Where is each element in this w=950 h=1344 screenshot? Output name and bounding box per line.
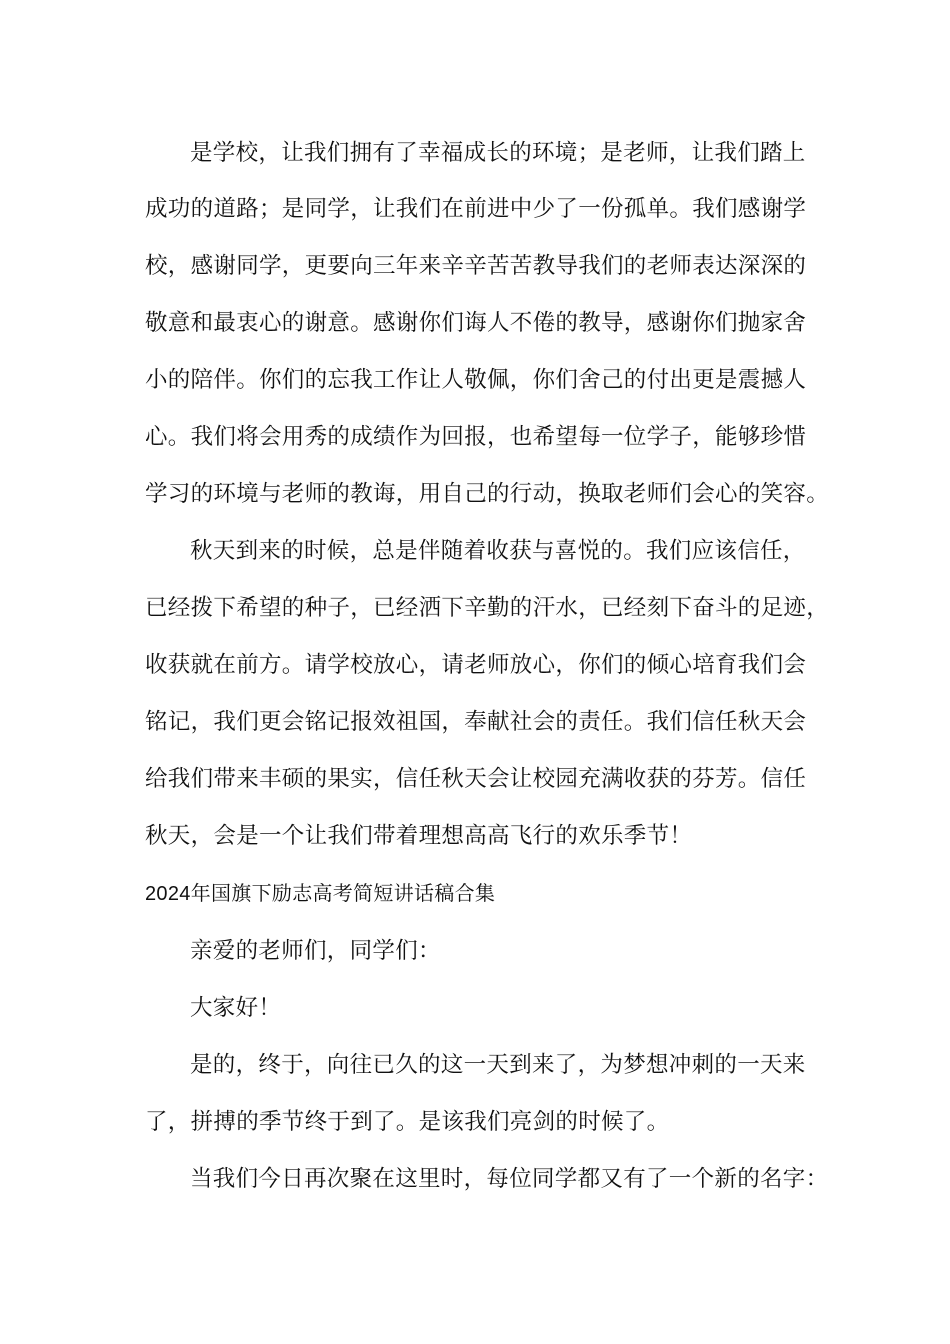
paragraph-line: 当我们今日再次聚在这里时，每位同学都又有了一个新的名字： xyxy=(190,1166,829,1192)
salutation: 亲爱的老师们，同学们： xyxy=(190,938,441,964)
paragraph-line: 秋天到来的时候，总是伴随着收获与喜悦的。我们应该信任， xyxy=(190,538,806,564)
paragraph-line: 是的，终于，向往已久的这一天到来了，为梦想冲刺的一天来 xyxy=(190,1052,806,1078)
paragraph-line: 已经拨下希望的种子，已经洒下辛勤的汗水，已经刻下奋斗的足迹， xyxy=(145,595,830,621)
paragraph-line: 心。我们将会用秀的成绩作为回报，也希望每一位学子，能够珍惜 xyxy=(145,424,807,450)
paragraph-line: 敬意和最衷心的谢意。感谢你们诲人不倦的教导，感谢你们抛家舍 xyxy=(145,310,807,336)
paragraph-line: 给我们带来丰硕的果实，信任秋天会让校园充满收获的芬芳。信任 xyxy=(145,766,807,792)
paragraph-line: 秋天，会是一个让我们带着理想高高飞行的欢乐季节！ xyxy=(145,823,693,849)
paragraph-line: 收获就在前方。请学校放心，请老师放心，你们的倾心培育我们会 xyxy=(145,652,807,678)
paragraph-line: 是学校，让我们拥有了幸福成长的环境；是老师，让我们踏上 xyxy=(190,140,806,166)
section-title: 2024年国旗下励志高考简短讲话稿合集 xyxy=(145,883,496,905)
paragraph-line: 铭记，我们更会铭记报效祖国，奉献社会的责任。我们信任秋天会 xyxy=(145,709,807,735)
paragraph-line: 小的陪伴。你们的忘我工作让人敬佩，你们舍己的付出更是震撼人 xyxy=(145,367,807,393)
paragraph-line: 校，感谢同学，更要向三年来辛辛苦苦教导我们的老师表达深深的 xyxy=(145,253,807,279)
paragraph-line: 学习的环境与老师的教诲，用自己的行动，换取老师们会心的笑容。 xyxy=(145,481,830,507)
paragraph-line: 了，拼搏的季节终于到了。是该我们亮剑的时候了。 xyxy=(145,1109,670,1135)
greeting: 大家好！ xyxy=(190,995,282,1021)
paragraph-line: 成功的道路；是同学，让我们在前进中少了一份孤单。我们感谢学 xyxy=(145,196,807,222)
